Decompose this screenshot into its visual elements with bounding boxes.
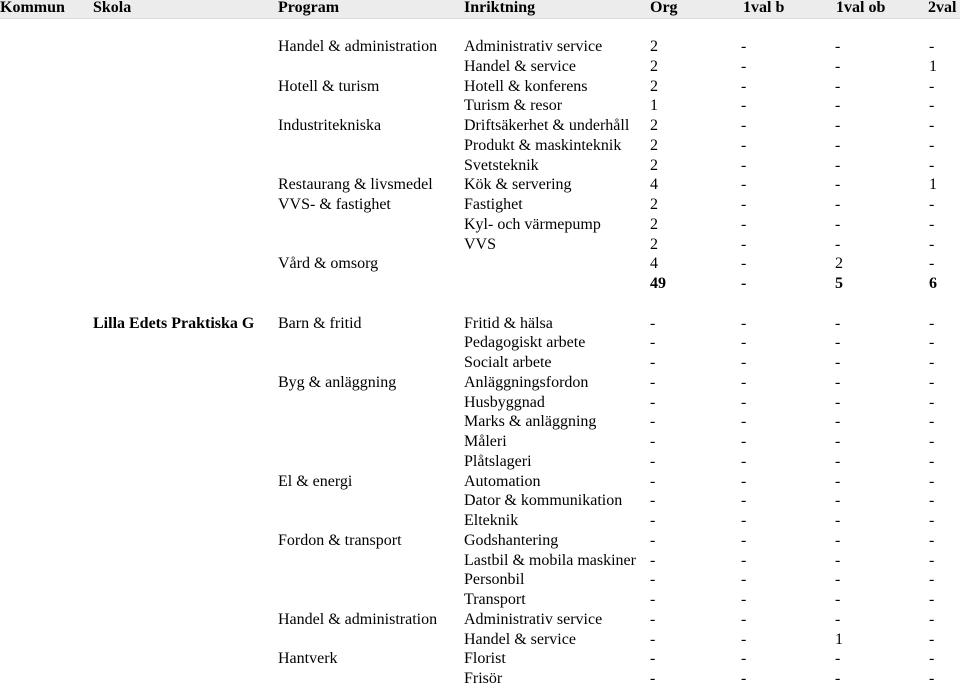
cell-org: - [650,492,656,509]
cell-2val: - [929,78,935,95]
cell-org: 4 [650,176,658,193]
cell-2val: - [929,255,935,272]
cell-inriktning: Handel & service [464,58,576,75]
cell-program: VVS- & fastighet [278,196,391,213]
cell-inriktning: Turism & resor [464,97,563,114]
cell-inriktning: Produkt & maskinteknik [464,137,622,154]
cell-inriktning: Frisör [464,670,503,687]
cell-inriktning: Plåtslageri [464,453,532,470]
cell-1val-ob: - [835,354,841,371]
cell-inriktning: VVS [464,236,497,253]
cell-org: 2 [650,58,658,75]
cell-inriktning: Personbil [464,571,525,588]
cell-1val-ob: - [835,433,841,450]
cell-inriktning: Elteknik [464,512,519,529]
cell-1val-ob: - [835,512,841,529]
cell-inriktning: Fritid & hälsa [464,315,553,332]
cell-org: - [650,473,656,490]
cell-inriktning: Pedagogiskt arbete [464,334,586,351]
cell-1val-b: - [741,58,747,75]
cell-inriktning: Kök & servering [464,176,572,193]
cell-2val: - [929,137,935,154]
cell-2val: - [929,571,935,588]
cell-org: - [650,374,656,391]
cell-1val-ob: - [835,492,841,509]
cell-inriktning: Husbyggnad [464,394,545,411]
column-header-org: Org [650,0,678,16]
cell-2val: - [929,97,935,114]
cell-org: 2 [650,196,658,213]
cell-1val-b: - [741,196,747,213]
cell-1val-b: - [741,591,747,608]
cell-1val-ob: - [835,236,841,253]
cell-2val: - [929,196,935,213]
cell-1val-ob: - [835,571,841,588]
cell-inriktning: Godshantering [464,532,559,549]
cell-2val: - [929,453,935,470]
cell-1val-ob: - [835,38,841,55]
cell-2val: 1 [929,58,937,75]
cell-org: - [650,670,656,687]
cell-2val: - [929,433,935,450]
cell-1val-b: - [741,374,747,391]
cell-org: - [650,571,656,588]
column-header-program: Program [278,0,340,16]
cell-2val: - [929,236,935,253]
cell-2val: - [929,117,935,134]
cell-org: - [650,453,656,470]
cell-2val: - [929,413,935,430]
cell-2val: - [929,552,935,569]
cell-2val: - [929,532,935,549]
cell-1val-ob: - [835,176,841,193]
cell-program: Fordon & transport [278,532,402,549]
cell-1val-b: - [741,492,747,509]
cell-1val-b: - [741,394,747,411]
cell-1val-ob: - [835,374,841,391]
cell-inriktning: Florist [464,650,506,667]
cell-1val-ob: - [835,157,841,174]
cell-inriktning: Marks & anläggning [464,413,597,430]
cell-1val-b: - [741,532,747,549]
cell-1val-b: - [741,38,747,55]
column-header-kommun: Kommun [0,0,65,16]
cell-org: - [650,552,656,569]
cell-2val: - [929,374,935,391]
cell-2val: - [929,334,935,351]
cell-org: - [650,354,656,371]
cell-org: - [650,433,656,450]
cell-org: 2 [650,38,658,55]
cell-inriktning: Automation [464,473,541,490]
column-header-skola: Skola [93,0,132,16]
cell-program: Barn & fritid [278,315,362,332]
cell-inriktning: Kyl- och värmepump [464,216,601,233]
cell-inriktning: Svetsteknik [464,157,539,174]
cell-2val: - [929,591,935,608]
cell-2val: - [929,473,935,490]
cell-program: Hotell & turism [278,78,380,95]
cell-1val-ob: - [835,137,841,154]
cell-1val-b: - [741,512,747,529]
cell-program: Restaurang & livsmedel [278,176,433,193]
cell-org: 2 [650,216,658,233]
cell-inriktning: Driftsäkerhet & underhåll [464,117,630,134]
cell-org: 2 [650,157,658,174]
cell-2val: - [929,670,935,687]
column-header-2val: 2val [928,0,957,16]
cell-1val-ob: - [835,117,841,134]
cell-program: Hantverk [278,650,338,667]
cell-1val-b: - [741,97,747,114]
cell-inriktning: Anläggningsfordon [464,374,589,391]
cell-1val-b: - [741,552,747,569]
cell-1val-b: - [741,176,747,193]
cell-org: 4 [650,255,658,272]
cell-org: 2 [650,137,658,154]
cell-org: - [650,650,656,667]
cell-1val-b: - [741,157,747,174]
cell-program: Handel & administration [278,611,438,628]
cell-inriktning: Administrativ service [464,611,603,628]
cell-1val-b: - [741,354,747,371]
cell-2val: - [929,315,935,332]
cell-1val-b: - [741,650,747,667]
cell-1val-b: - [741,670,747,687]
cell-org: - [650,334,656,351]
cell-1val-b: - [741,137,747,154]
cell-2val: - [929,512,935,529]
cell-2val: - [929,157,935,174]
cell-inriktning: Handel & service [464,631,576,648]
cell-inriktning: Hotell & konferens [464,78,588,95]
cell-1val-b: - [741,433,747,450]
cell-1val-b: - [741,216,747,233]
cell-inriktning: Dator & kommunikation [464,492,623,509]
cell-org: - [650,394,656,411]
cell-program: Handel & administration [278,38,438,55]
cell-org: 49 [650,275,666,292]
cell-1val-ob: - [835,216,841,233]
cell-inriktning: Lastbil & mobila maskiner [464,552,636,569]
cell-2val: 1 [929,176,937,193]
cell-1val-ob: - [835,78,841,95]
cell-1val-ob: 2 [835,255,843,272]
cell-2val: - [929,611,935,628]
cell-1val-b: - [741,453,747,470]
cell-org: - [650,591,656,608]
cell-1val-ob: - [835,394,841,411]
cell-1val-b: - [741,413,747,430]
cell-2val: - [929,492,935,509]
cell-1val-b: - [741,334,747,351]
cell-2val: - [929,631,935,648]
cell-1val-b: - [741,571,747,588]
cell-org: - [650,413,656,430]
cell-1val-ob: - [835,315,841,332]
cell-1val-ob: - [835,413,841,430]
cell-1val-ob: - [835,196,841,213]
cell-inriktning: Administrativ service [464,38,603,55]
cell-2val: - [929,38,935,55]
cell-1val-b: - [741,631,747,648]
column-header-1val-b: 1val b [743,0,785,16]
cell-org: - [650,315,656,332]
cell-1val-ob: - [835,334,841,351]
cell-inriktning: Socialt arbete [464,354,552,371]
cell-skola: Lilla Edets Praktiska G [93,315,255,332]
cell-org: 1 [650,97,658,114]
cell-1val-ob: 5 [835,275,843,292]
cell-org: 2 [650,117,658,134]
cell-program: Byg & anläggning [278,374,397,391]
cell-1val-ob: - [835,97,841,114]
cell-program: El & energi [278,473,353,490]
cell-1val-b: - [741,255,747,272]
cell-inriktning: Fastighet [464,196,523,213]
cell-1val-ob: - [835,473,841,490]
cell-1val-b: - [741,315,747,332]
cell-1val-ob: - [835,670,841,687]
cell-1val-ob: - [835,453,841,470]
cell-1val-ob: - [835,591,841,608]
cell-1val-ob: 1 [835,631,843,648]
cell-1val-b: - [741,473,747,490]
cell-1val-b: - [741,78,747,95]
cell-org: - [650,532,656,549]
cell-inriktning: Måleri [464,433,507,450]
column-header-inriktning: Inriktning [464,0,536,16]
cell-1val-ob: - [835,552,841,569]
cell-org: - [650,611,656,628]
cell-1val-b: - [741,117,747,134]
cell-1val-ob: - [835,58,841,75]
column-header-1val-ob: 1val ob [836,0,886,16]
cell-1val-ob: - [835,611,841,628]
cell-2val: - [929,216,935,233]
cell-2val: - [929,354,935,371]
cell-1val-ob: - [835,650,841,667]
cell-2val: - [929,650,935,667]
cell-program: Industritekniska [278,117,382,134]
cell-org: - [650,631,656,648]
cell-1val-b: - [741,275,747,292]
table-header [0,0,960,19]
cell-2val: - [929,394,935,411]
cell-1val-b: - [741,236,747,253]
cell-org: 2 [650,78,658,95]
cell-org: - [650,512,656,529]
cell-inriktning: Transport [464,591,526,608]
cell-1val-b: - [741,611,747,628]
cell-program: Vård & omsorg [278,255,379,272]
cell-1val-ob: - [835,532,841,549]
cell-org: 2 [650,236,658,253]
cell-2val: 6 [929,275,937,292]
